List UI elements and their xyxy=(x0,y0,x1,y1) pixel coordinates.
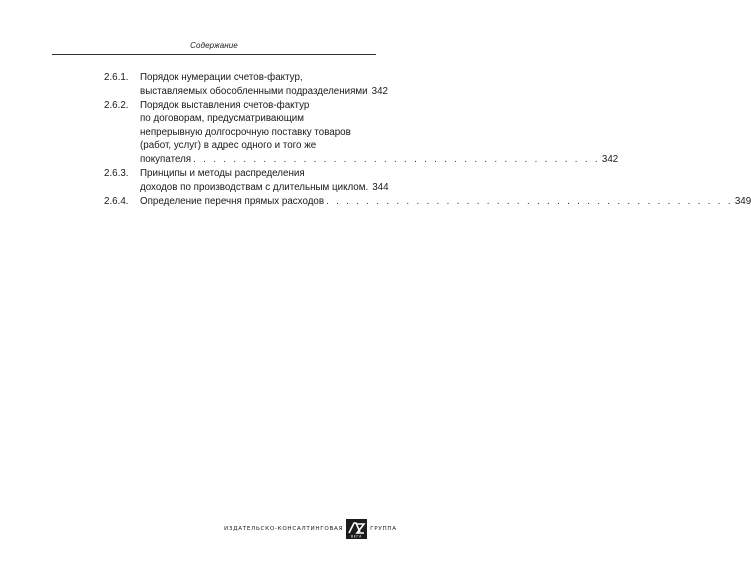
logo-subtext: ВЕГА xyxy=(351,534,363,539)
toc-entry-number: 2.6.4. xyxy=(104,195,129,207)
toc-page-number: 344 xyxy=(372,181,389,193)
header-rule xyxy=(52,54,376,55)
toc-entry-title-line: Определение перечня прямых расходов xyxy=(140,195,325,207)
toc-page-number: 342 xyxy=(371,85,388,97)
publisher-imprint xyxy=(224,519,397,539)
toc-entry-title-line: непрерывную долгосрочную поставку товаров xyxy=(140,126,351,138)
toc-entry-title-line: Порядок нумерации счетов-фактур, xyxy=(140,72,303,83)
toc-entry-2-6-1[interactable] xyxy=(104,71,388,98)
toc-entry-title-line: Порядок выставления счетов-фактур xyxy=(140,99,310,111)
toc-entry-title-line: Принципы и методы распределения xyxy=(140,167,305,179)
toc-leader-dots: . . . . . . . . . . . . . . . . . . . . . . . . . . . . . . . . . . . . . . . . . xyxy=(193,153,600,165)
running-head-title: Содержание xyxy=(190,41,238,50)
table-of-contents xyxy=(104,71,751,209)
toc-entry-2-6-3[interactable] xyxy=(104,167,389,194)
toc-entry-title-line: по договорам, предусматривающим xyxy=(140,113,304,125)
toc-entry-title-line: (работ, услуг) в адрес одного и того же xyxy=(140,140,317,152)
az-publisher-logo-icon xyxy=(346,519,367,539)
toc-leader-dots: . . . . . . . . . . . . . . . . . . . . . . . . . . . . . . . . . . . . . . . . . xyxy=(326,195,733,207)
toc-entry-title-line: выставляемых обособленными подразделениями xyxy=(140,85,368,97)
toc-entry-number: 2.6.1. xyxy=(104,72,129,83)
toc-page-number: 349 xyxy=(734,195,751,207)
toc-entry-number: 2.6.3. xyxy=(104,167,129,179)
toc-entry-number: 2.6.2. xyxy=(104,99,129,111)
toc-entry-title-line: доходов по производствам с длительным циклом. xyxy=(140,181,369,193)
toc-entry-title-line: покупателя xyxy=(140,153,192,165)
toc-entry-2-6-2[interactable] xyxy=(104,99,619,167)
publisher-name-left: ИЗДАТЕЛЬСКО-КОНСАЛТИНГОВАЯ xyxy=(224,526,344,532)
publisher-name-right: ГРУППА xyxy=(370,526,397,532)
toc-page-number: 342 xyxy=(601,153,619,165)
toc-entry-2-6-4[interactable] xyxy=(104,195,751,209)
